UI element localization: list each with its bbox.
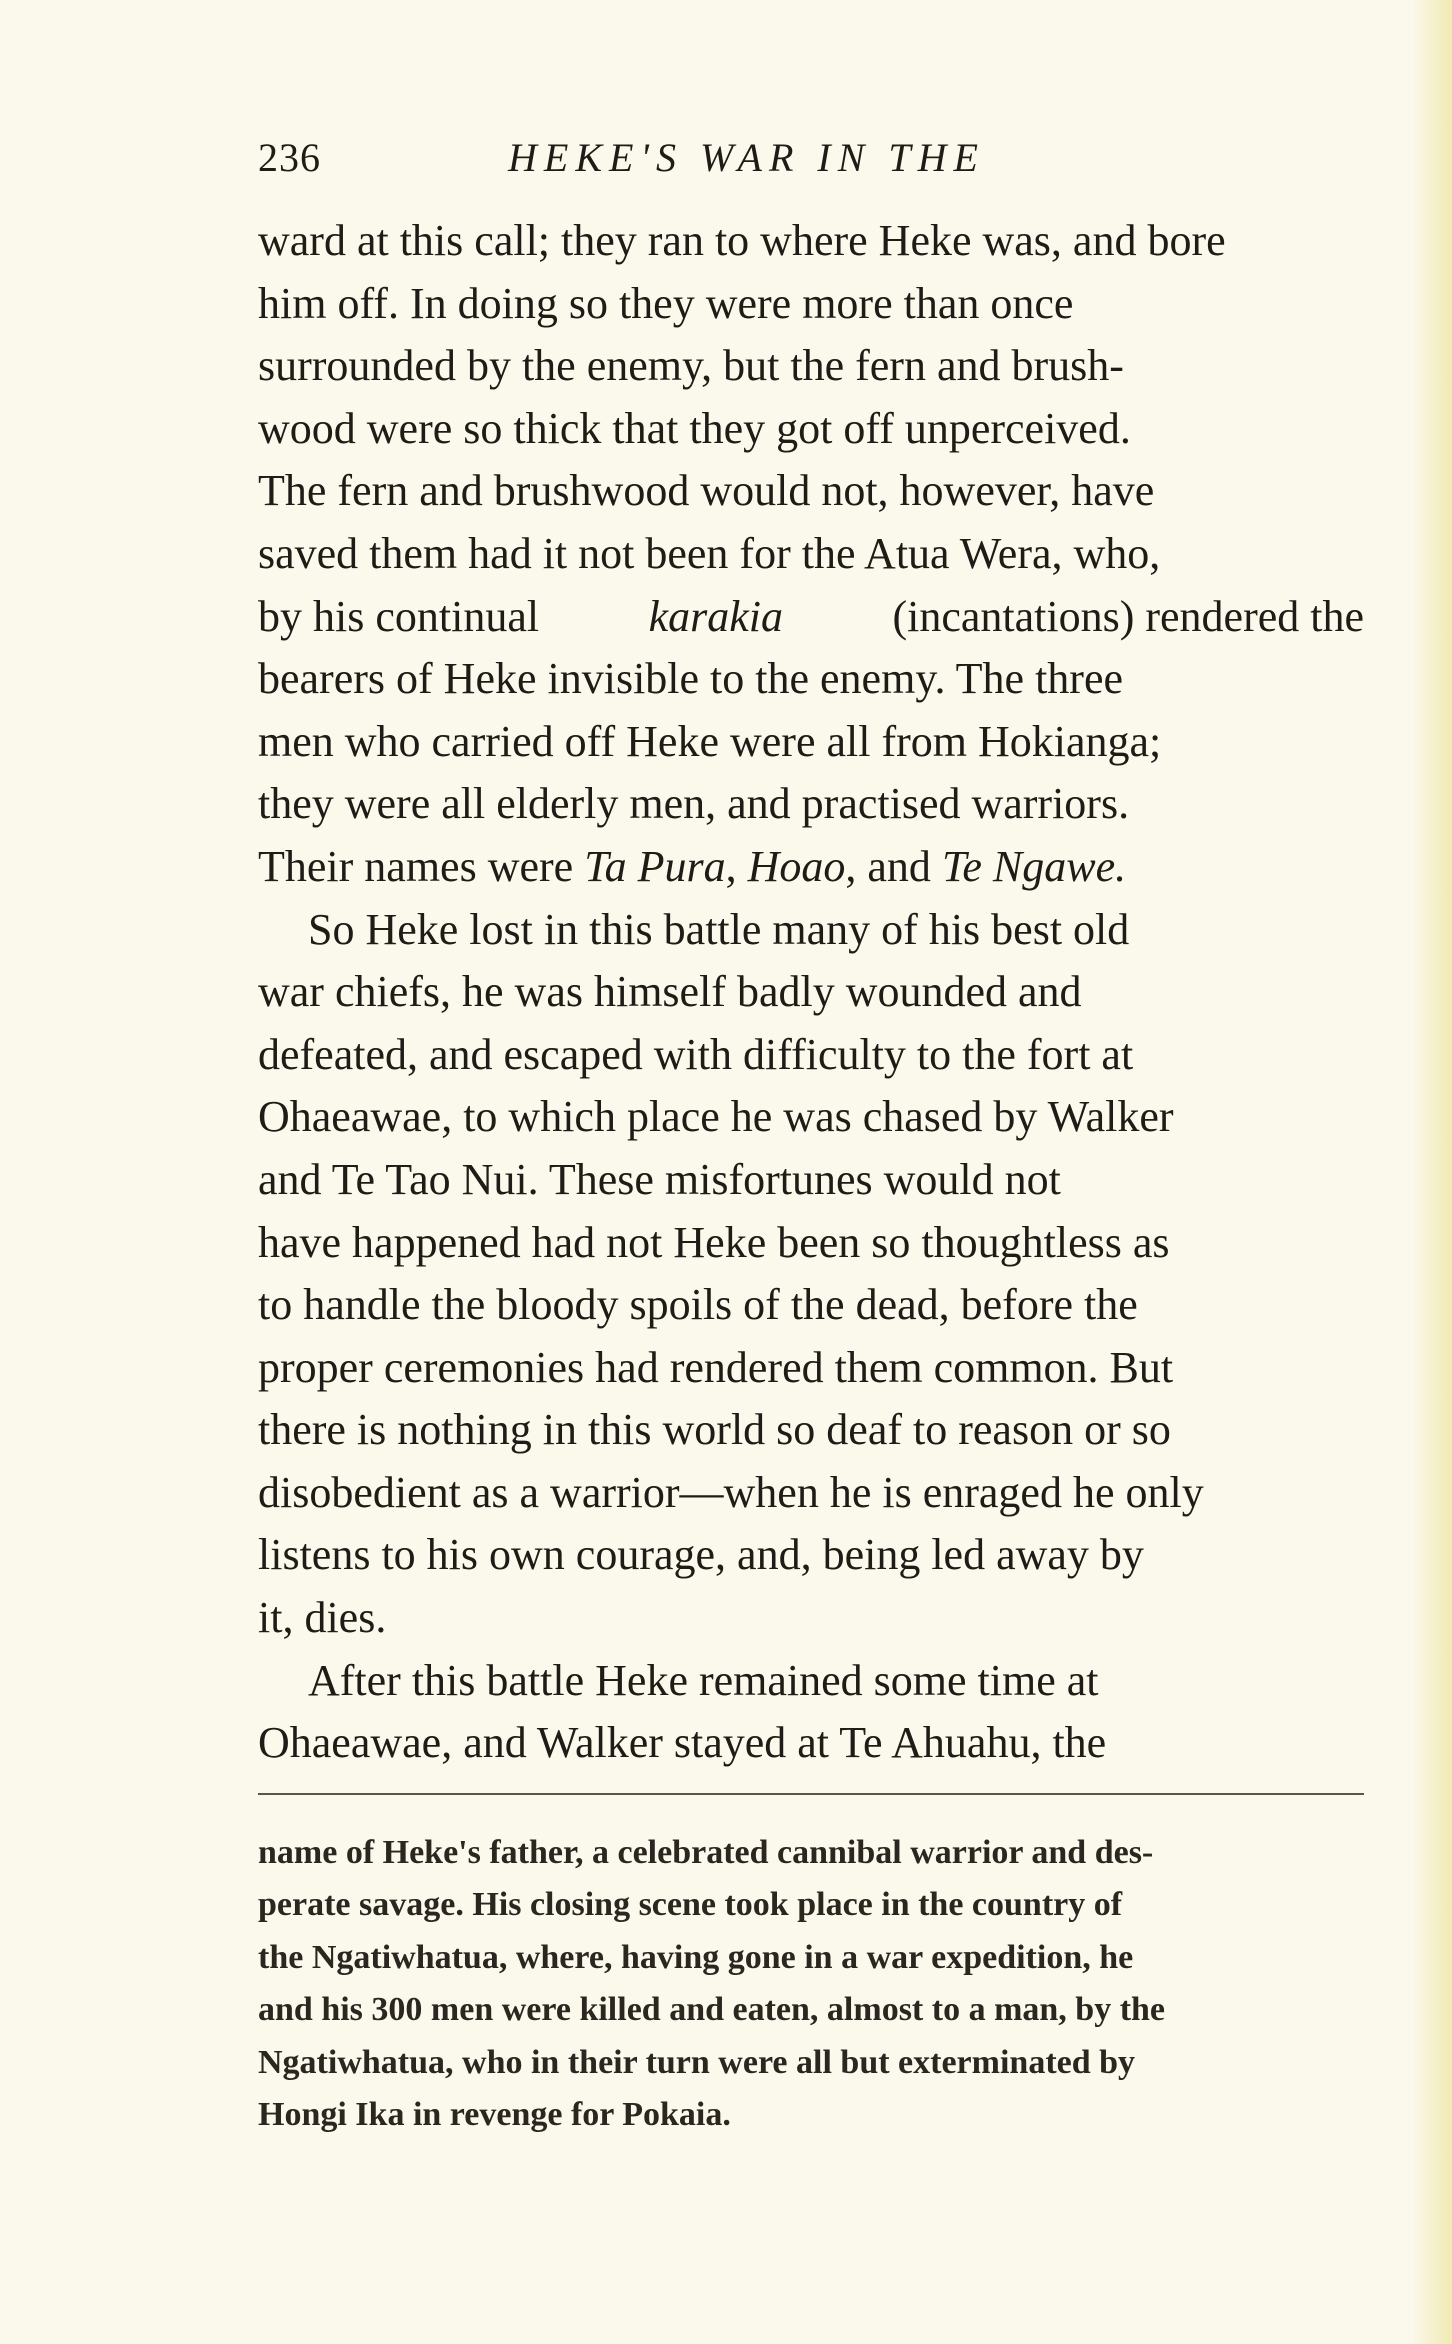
text-line: it, dies. [258,1593,387,1643]
italic-name-te-ngawe: Te Ngawe. [941,841,1127,891]
text-line: and Te Tao Nui. These misfortunes would not [258,1154,1061,1204]
text-line: Ohaeawae, and Walker stayed at Te Ahuahu, the [258,1718,1107,1768]
running-header [258,128,1388,188]
footnote-line: and his 300 men were killed and eaten, almost to a man, by the [258,1991,1166,2029]
body-text [258,210,1364,1775]
text-line: men who carried off Heke were all from Hokianga; [258,716,1162,766]
text-line: listens to his own courage, and, being led away by [258,1530,1144,1580]
footnote-line: perate savage. His closing scene took place in the country of [258,1886,1123,1924]
footnote-line: Ngatiwhatua, who in their turn were all but exterminated by [258,2043,1136,2081]
footnote-line: the Ngatiwhatua, where, having gone in a war expedition, he [258,1938,1134,1976]
text-line: there is nothing in this world so deaf to reason or so [258,1405,1171,1455]
text-line: they were all elderly men, and practised warriors. [258,779,1130,829]
text-line: war chiefs, he was himself badly wounded and [258,967,1082,1017]
text-line: Ohaeawae, to which place he was chased by Walker [258,1092,1174,1142]
running-title: HEKE'S WAR IN THE [508,135,985,180]
italic-term-karakia: karakia [648,591,783,641]
footnote-line: Hongi Ika in revenge for Pokaia. [258,2095,731,2133]
text-line: surrounded by the enemy, but the fern and brush- [258,341,1124,391]
paragraph-start: So Heke lost in this battle many of his best old [308,904,1130,954]
text-line: ward at this call; they ran to where Heke was, and bore [258,216,1226,265]
footnote [258,1827,1364,2141]
text-line: Their names were Ta Pura , Hoao , and Te Ngawe. [258,836,1364,899]
text-line: disobedient as a warrior—when he is enraged he only [258,1467,1204,1517]
text-line: him off. In doing so they were more than once [258,278,1074,328]
footnote-line: name of Heke's father, a celebrated cannibal warrior and des- [258,1834,1154,1871]
text-line: defeated, and escaped with difficulty to the fort at [258,1029,1134,1079]
footnote-divider [258,1793,1364,1795]
text-line: have happened had not Heke been so thoughtless as [258,1217,1170,1267]
text-line: bearers of Heke invisible to the enemy. The three [258,654,1124,704]
text-line: wood were so thick that they got off unperceived. [258,403,1131,453]
italic-name-ta-pura: Ta Pura [584,841,726,891]
text-line: by his continual karakia (incantations) rendered the [258,586,1364,649]
text-line: proper ceremonies had rendered them common. But [258,1342,1174,1392]
text-line: The fern and brushwood would not, however, have [258,466,1155,516]
italic-name-hoao: Hoao [747,841,846,891]
text-line: to handle the bloody spoils of the dead, before the [258,1280,1138,1330]
page-edge-shading [1412,0,1452,2344]
text-line: saved them had it not been for the Atua Wera, who, [258,528,1161,578]
paragraph-start: After this battle Heke remained some time at [308,1655,1099,1705]
page-number: 236 [258,135,321,180]
